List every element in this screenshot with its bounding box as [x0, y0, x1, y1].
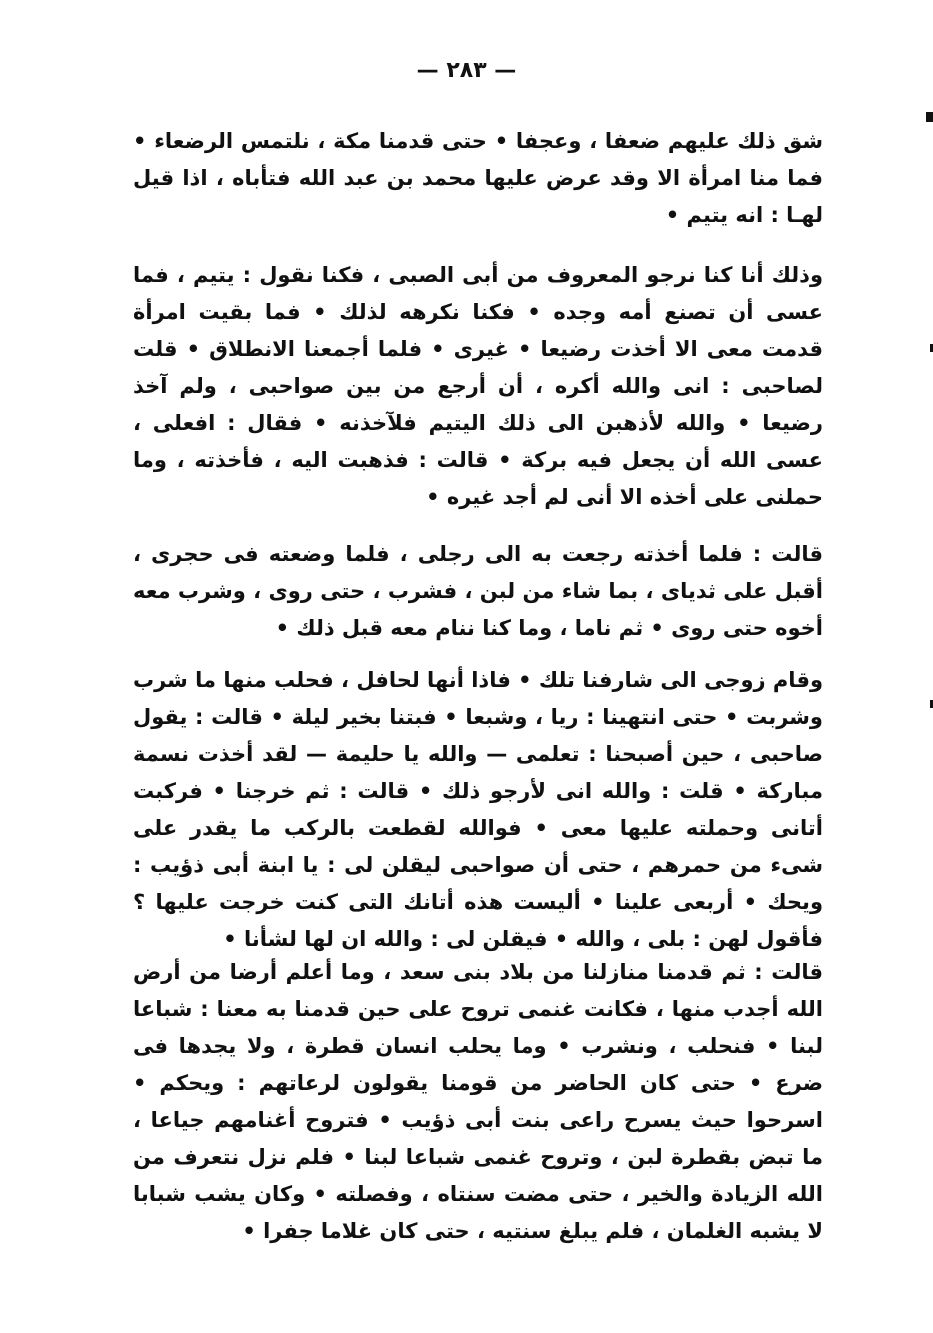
paragraph-text: وذلك أنا كنا نرجو المعروف من أبى الصبى ، فكنا نقول : يتيم ، فما عسى أن تصنع أمه وجده • فكنا نكرهه لذلك • فما بقيت امرأة قدمت معى الا أخذت رضيعا • غيرى • فلما أجمعنا الانطلاق • قلت لصاحبى : انى والله أكره ، أن أرجع من بين صواحبى ، ولم آخذ رضيعا • والله لأذهبن الى ذلك اليتيم فلآخذنه • فقال : افعلى ، عسى الله أن يجعل فيه بركة • قالت : فذهبت اليه ، فأخذته ، وما حملنى على أخذه الا أنى لم أجد غيره •	[133, 263, 823, 509]
page-number: — ٢٨٣ —	[416, 58, 517, 83]
paragraph-text: شق ذلك عليهم ضعفا ، وعجفا • حتى قدمنا مكة ، نلتمس الرضعاء • فما منا امرأة الا وقد عرض عليها محمد بن عبد الله فتأباه ، اذا قيل لهـا : انه يتيم •	[133, 129, 823, 227]
paragraph-2	[133, 257, 823, 516]
paragraph-3	[133, 536, 823, 647]
paragraph-5	[133, 954, 823, 1250]
paragraph-4	[133, 662, 823, 958]
paragraph-text: قالت : فلما أخذته رجعت به الى رجلى ، فلما وضعته فى حجرى ، أقبل على ثدياى ، بما شاء من لبن ، فشرب ، حتى روى ، وشرب معه أخوه حتى روى • ثم ناما ، وما كنا ننام معه قبل ذلك •	[133, 542, 823, 640]
paragraph-text: قالت : ثم قدمنا منازلنا من بلاد بنى سعد ، وما أعلم أرضا من أرض الله أجدب منها ، فكانت غنمى تروح على حين قدمنا به معنا : شباعا لبنا • فنحلب ، ونشرب • وما يحلب انسان قطرة ، ولا يجدها فى ضرع • حتى كان الحاضر من قومنا يقولون لرعاتهم : ويحكم • اسرحوا حيث يسرح راعى بنت أبى ذؤيب • فتروح أغنامهم جياعا ، ما تبض بقطرة لبن ، وتروح غنمى شباعا لبنا • فلم نزل نتعرف من الله الزيادة والخير ، حتى مضت سنتاه ، وفصلته • وكان يشب شبابا لا يشبه الغلمان ، فلم يبلغ سنتيه ، حتى كان غلاما جفرا •	[133, 960, 823, 1243]
paragraph-1	[133, 123, 823, 234]
scan-margin-mark	[926, 112, 933, 122]
paragraph-text: وقام زوجى الى شارفنا تلك • فاذا أنها لحافل ، فحلب منها ما شرب وشربت • حتى انتهينا : ريا ، وشبعا • فبتنا بخير ليلة • قالت : يقول صاحبى ، حين أصبحنا : تعلمى — والله يا حليمة — لقد أخذت نسمة مباركة • قلت : والله انى لأرجو ذلك • قالت : ثم خرجنا • فركبت أتانى وحملته عليها معى • فوالله لقطعت بالركب ما يقدر على شىء من حمرهم ، حتى أن صواحبى ليقلن لى : يا ابنة أبى ذؤيب : ويحك • أربعى علينا • أليست هذه أتانك التى كنت خرجت عليها ؟ فأقول لهن : بلى ، والله • فيقلن لى : والله ان لها لشأنا •	[133, 668, 823, 951]
